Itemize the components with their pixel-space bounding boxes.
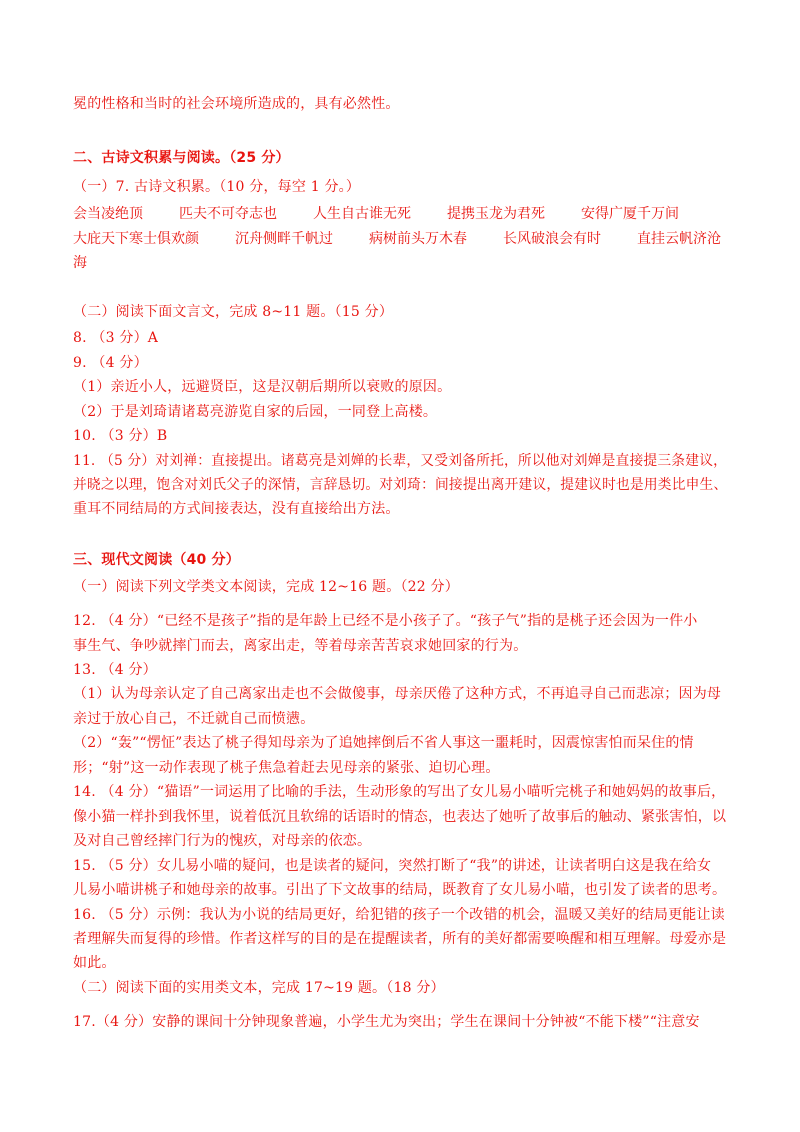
q16-line2: 者理解失而复得的珍惜。作者这样写的目的是在提醒读者，所有的美好都需要唤醒和相互理解。母爱亦是 — [73, 931, 727, 947]
q16-line1: 16. （5 分）示例：我认为小说的结局更好，给犯错的孩子一个改错的机会，温暖又美好的结局更能让读 — [73, 907, 725, 923]
answer-cell: 匹夫不可夺志也 — [179, 206, 277, 222]
q12-line1: 12. （4 分）“已经不是孩子”指的是年龄上已经不是小孩子了。“孩子气”指的是桃子还会因为一件小 — [73, 613, 698, 629]
answer-cell: 大庇天下寒士俱欢颜 — [73, 231, 199, 247]
section3-heading: 三、现代文阅读（40 分） — [73, 552, 240, 568]
answer-cell: 安得广厦千万间 — [581, 206, 679, 222]
answer-cell: 病树前头万木春 — [369, 231, 467, 247]
q14-line3: 及对自己曾经摔门行为的愧疚，对母亲的依恋。 — [73, 833, 372, 849]
q13-part2-line2: 形；“射”这一动作表现了桃子焦急着赶去见母亲的紧张、迫切心理。 — [73, 760, 500, 776]
q9-part2: （2）于是刘琦请诸葛亮游览自家的后园，一同登上高楼。 — [73, 404, 438, 420]
section2-part2-title: （二）阅读下面文言文，完成 8~11 题。（15 分） — [73, 304, 394, 320]
q9-answer: 9. （4 分） — [73, 355, 148, 371]
q13-answer: 13. （4 分） — [73, 662, 157, 678]
q15-line2: 儿易小喵讲桃子和她母亲的故事。引出了下文故事的结局，既教育了女儿易小喵，也引发了读者的思考。 — [73, 882, 727, 898]
q16-line3: 如此。 — [73, 955, 116, 971]
q14-line1: 14. （4 分）“猫语”一词运用了比喻的手法，生动形象的写出了女儿易小喵听完桃子和她妈妈的故事后， — [73, 784, 726, 800]
q9-part1: （1）亲近小人，远避贤臣，这是汉朝后期所以衰败的原因。 — [73, 379, 452, 395]
section2-heading: 二、古诗文积累与阅读。（25 分） — [73, 150, 290, 166]
answer-cell: 提携玉龙为君死 — [447, 206, 545, 222]
intro-line: 冕的性格和当时的社会环境所造成的，具有必然性。 — [73, 96, 400, 112]
q10-answer: 10. （3 分）B — [73, 428, 168, 444]
q11-line1: 11. （5 分）对刘禅：直接提出。诸葛亮是刘婵的长辈，又受刘备所托，所以他对刘婵是直接提三条建议， — [73, 453, 728, 469]
section3-part2-title: （二）阅读下面的实用类文本，完成 17~19 题。（18 分） — [73, 980, 445, 996]
answer-cell: 会当凌绝顶 — [73, 206, 143, 222]
poetry-answers-row3: 海 — [73, 255, 88, 271]
q11-line3: 重耳不同结局的方式间接表达，没有直接给出方法。 — [73, 501, 400, 517]
q13-part1-line2: 亲过于放心自己，不迁就自己而愤懑。 — [73, 711, 315, 727]
q14-line2: 像小猫一样扑到我怀里，说着低沉且软绵的话语时的情态，也表达了她听了故事后的触动、紧张害怕，以 — [73, 809, 727, 825]
answer-cell: 人生自古谁无死 — [313, 206, 411, 222]
section3-part1-title: （一）阅读下列文学类文本阅读，完成 12~16 题。（22 分） — [73, 579, 459, 595]
q12-line2: 事生气、争吵就摔门而去，离家出走，等着母亲苦苦哀求她回家的行为。 — [73, 638, 528, 654]
q15-line1: 15. （5 分）女儿易小喵的疑问，也是读者的疑问，突然打断了“我”的讲述，让读者明白这是我在给女 — [73, 858, 712, 874]
q8-answer: 8. （3 分）A — [73, 330, 159, 346]
q13-part2-line1: （2）“轰”“愣怔”表达了桃子得知母亲为了追她摔倒后不省人事这一噩耗时，因震惊害怕而呆住的情 — [73, 735, 694, 751]
answer-cell: 沉舟侧畔千帆过 — [235, 231, 333, 247]
answer-cell: 直挂云帆济沧 — [637, 231, 721, 247]
q13-part1-line1: （1）认为母亲认定了自己离家出走也不会做傻事，母亲厌倦了这种方式，不再追寻自己而悲凉；因为母 — [73, 686, 722, 702]
answer-cell: 长风破浪会有时 — [503, 231, 601, 247]
q17-line1: 17.（4 分）安静的课间十分钟现象普遍，小学生尤为突出；学生在课间十分钟被“不能下楼”“注意安 — [73, 1014, 700, 1030]
section2-part1-title: （一）7. 古诗文积累。（10 分，每空 1 分。） — [73, 179, 361, 195]
q11-line2: 并晓之以理，饱含对刘氏父子的深情，言辞恳切。对刘琦：间接提出离开建议，提建议时也是用类比申生、 — [73, 477, 728, 493]
